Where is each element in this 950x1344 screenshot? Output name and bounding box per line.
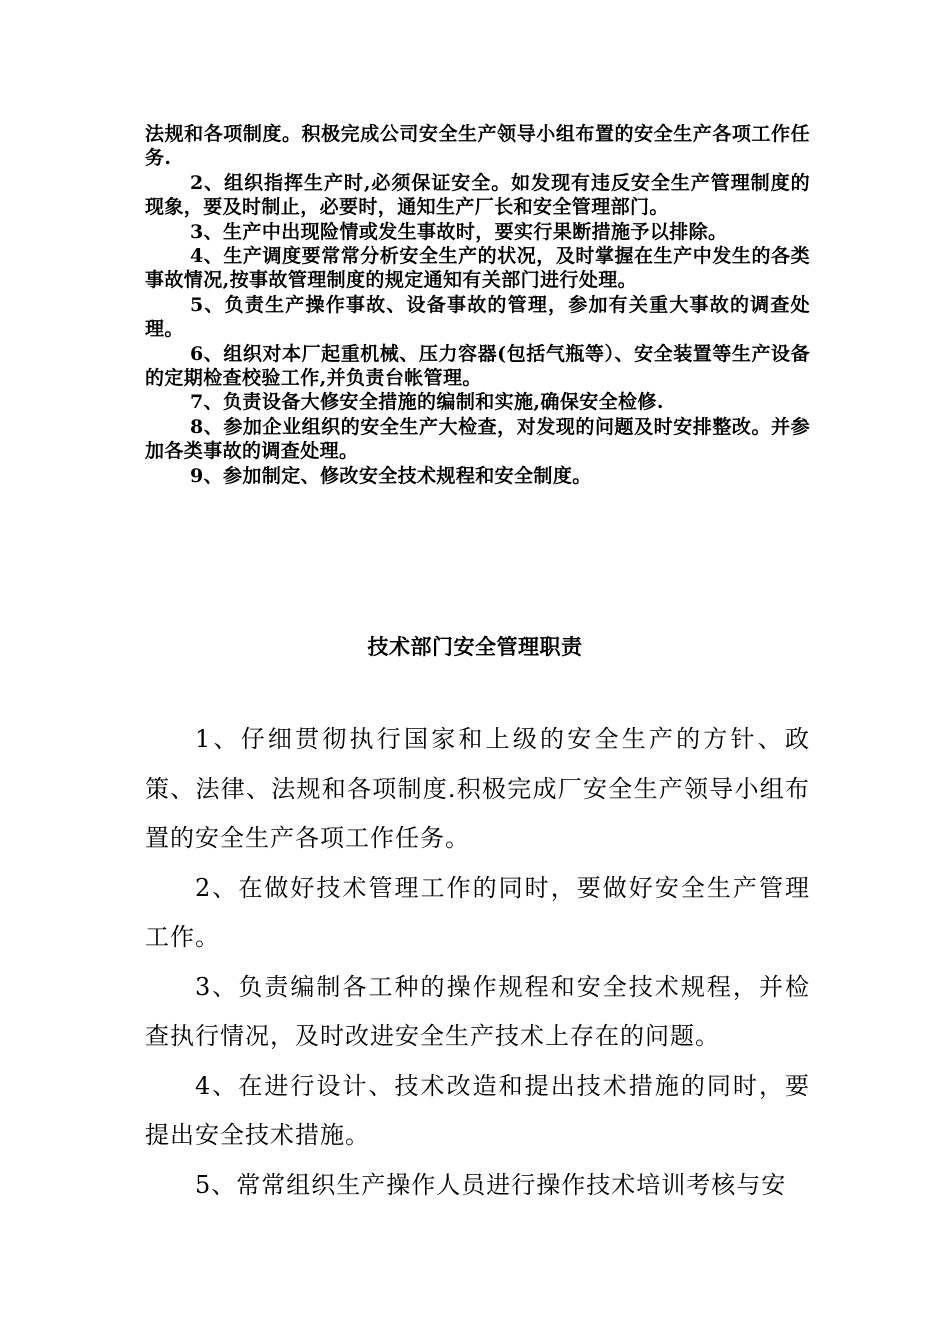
paragraph-item-2: 2、组织指挥生产时,必须保证安全。如发现有违反安全生产管理制度的现象，要及时制止，必要时，通知生产厂长和安全管理部门。 xyxy=(145,171,810,219)
paragraph-item-2: 2、在做好技术管理工作的同时，要做好安全生产管理工作。 xyxy=(145,873,810,951)
paragraph-item-3: 3、生产中出现险情或发生事故时，要实行果断措施予以排除。 xyxy=(190,220,728,243)
paragraph-item-8: 8、参加企业组织的安全生产大检查，对发现的问题及时安排整改。并参加各类事故的调查处理。 xyxy=(145,415,810,463)
paragraph-item-4: 4、生产调度要常常分析安全生产的状况，及时掌握在生产中发生的各类事故情况,按事故管理制度的规定通知有关部门进行处理。 xyxy=(145,245,810,292)
paragraph-item-4: 4、在进行设计、技术改造和提出技术措施的同时，要提出安全技术措施。 xyxy=(145,1071,810,1149)
paragraph-item-9: 9、参加制定、修改安全技术规程和安全制度。 xyxy=(190,464,592,487)
paragraph-item-1: 1、仔细贯彻执行国家和上级的安全生产的方针、政策、法律、法规和各项制度.积极完成厂安全生产领导小组布置的安全生产各项工作任务。 xyxy=(145,725,810,852)
paragraph-item-5: 5、常常组织生产操作人员进行操作技术培训考核与安 xyxy=(195,1170,787,1199)
section-production-duties xyxy=(145,122,810,488)
section-technical-duties xyxy=(145,715,810,1210)
paragraph-item-3: 3、负责编制各工种的操作规程和安全技术规程，并检查执行情况，及时改进安全生产技术上存在的问题。 xyxy=(145,972,810,1050)
paragraph-item-7: 7、负责设备大修安全措施的编制和实施,确保安全检修. xyxy=(190,391,664,414)
paragraph-continuation: 法规和各项制度。积极完成公司安全生产领导小组布置的安全生产各项工作任务. xyxy=(145,123,810,170)
paragraph-item-6: 6、组织对本厂起重机械、压力容器(包括气瓶等）、安全装置等生产设备的定期检查校验工作,并负责台帐管理。 xyxy=(145,342,810,390)
paragraph-item-5: 5、负责生产操作事故、设备事故的管理，参加有关重大事故的调查处理。 xyxy=(145,293,810,341)
section-title: 技术部门安全管理职责 xyxy=(367,635,583,659)
